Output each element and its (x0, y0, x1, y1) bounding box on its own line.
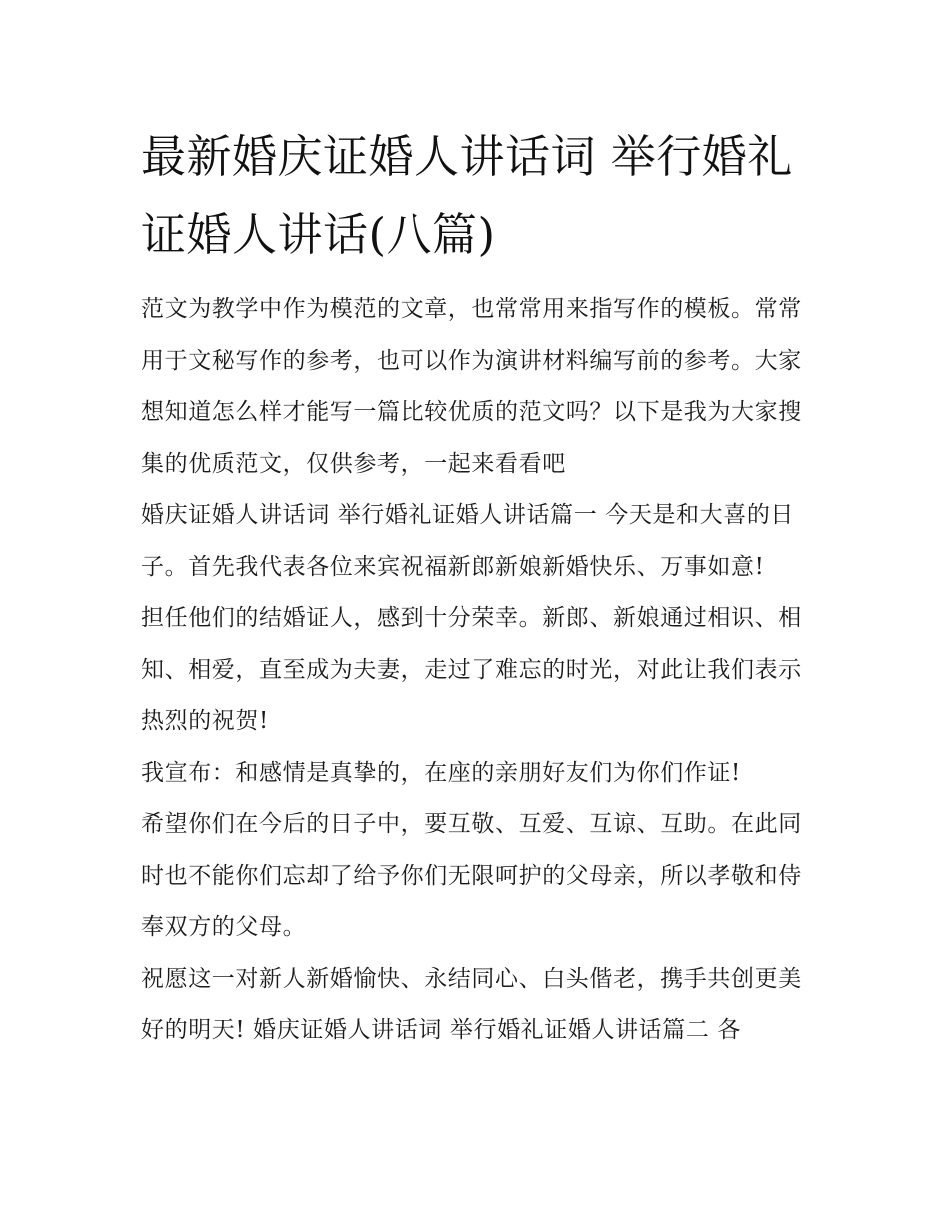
document-body (141, 284, 813, 1057)
document-title: 最新婚庆证婚人讲话词 举行婚礼证婚人讲话(八篇) (141, 130, 793, 261)
paragraph-intro: 范文为教学中作为模范的文章，也常常用来指写作的模板。常常用于文秘写作的参考，也可以作为演讲材料编写前的参考。大家想知道怎么样才能写一篇比较优质的范文吗？以下是我为大家搜集的优质范文，仅供参考，一起来看看吧 (141, 296, 802, 477)
paragraph-blessing: 祝愿这一对新人新婚愉快、永结同心、白头偕老，携手共创更美好的明天! 婚庆证婚人讲话词 举行婚礼证婚人讲话篇二 各 (141, 965, 802, 1043)
paragraph-wishes-respect: 希望你们在今后的日子中，要互敬、互爱、互谅、互助。在此同时也不能你们忘却了给予你们无限呵护的父母亲，所以孝敬和侍奉双方的父母。 (141, 811, 802, 940)
paragraph-announcement: 我宣布：和感情是真挚的，在座的亲朋好友们为你们作证! (141, 759, 741, 786)
paragraph-speech-one-opening: 婚庆证婚人讲话词 举行婚礼证婚人讲话篇一 今天是和大喜的日子。首先我代表各位来宾祝福新郎新娘新婚快乐、万事如意! (141, 502, 795, 580)
paragraph-witness-honor: 担任他们的结婚证人，感到十分荣幸。新郎、新娘通过相识、相知、相爱，直至成为夫妻，走过了难忘的时光，对此让我们表示热烈的祝贺! (141, 605, 802, 734)
document-page (141, 118, 813, 1057)
